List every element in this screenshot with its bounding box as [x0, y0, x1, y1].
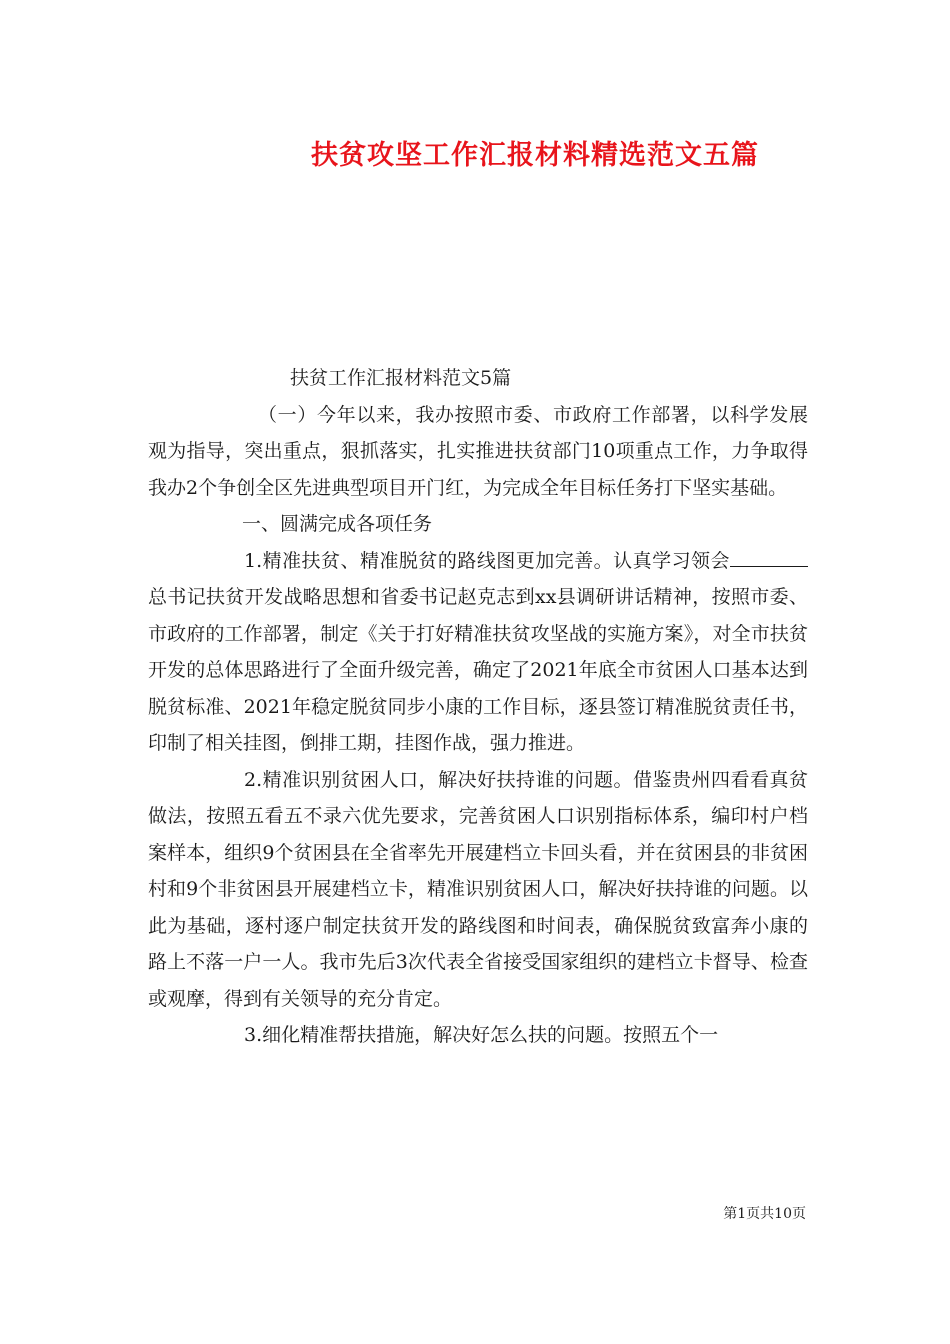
document-subtitle: 扶贫工作汇报材料范文5篇 — [290, 367, 512, 389]
blank-underline — [730, 546, 808, 567]
paragraph-item-1 — [148, 543, 808, 762]
page-footer: 第1页共10页 — [723, 1206, 806, 1222]
section-heading: 一、圆满完成各项任务 — [242, 513, 433, 535]
paragraph-item-1-part1: 1.精准扶贫、精准脱贫的路线图更加完善。认真学习领会 — [244, 549, 730, 572]
paragraph-intro: （一）今年以来，我办按照市委、市政府工作部署，以科学发展观为指导，突出重点，狠抓落实，扎实推进扶贫部门10项重点工作，力争取得我办2个争创全区先进典型项目开门红，为完成全年目标任务打下坚实基础。 — [148, 403, 808, 499]
document-body — [148, 360, 808, 1054]
document-title: 扶贫攻坚工作汇报材料精选范文五篇 — [311, 140, 759, 171]
paragraph-item-1-part2: 总书记扶贫开发战略思想和省委书记赵克志到xx县调研讲话精神，按照市委、市政府的工作部署，制定《关于打好精准扶贫攻坚战的实施方案》，对全市扶贫开发的总体思路进行了全面升级完善，确定了2021年底全市贫困人口基本达到脱贫标准、2021年稳定脱贫同步小康的工作目标，逐县签订精准脱贫责任书，印制了相关挂图，倒排工期，挂图作战，强力推进。 — [148, 586, 808, 754]
paragraph-item-2: 2.精准识别贫困人口，解决好扶持谁的问题。借鉴贵州四看看真贫做法，按照五看五不录六优先要求，完善贫困人口识别指标体系，编印村户档案样本，组织9个贫困县在全省率先开展建档立卡回头看，并在贫困县的非贫困村和9个非贫困县开展建档立卡，精准识别贫困人口，解决好扶持谁的问题。以此为基础，逐村逐户制定扶贫开发的路线图和时间表，确保脱贫致富奔小康的路上不落一户一人。我市先后3次代表全省接受国家组织的建档立卡督导、检查或观摩，得到有关领导的充分肯定。 — [148, 768, 808, 1010]
paragraph-item-3: 3.细化精准帮扶措施，解决好怎么扶的问题。按照五个一 — [244, 1024, 719, 1046]
